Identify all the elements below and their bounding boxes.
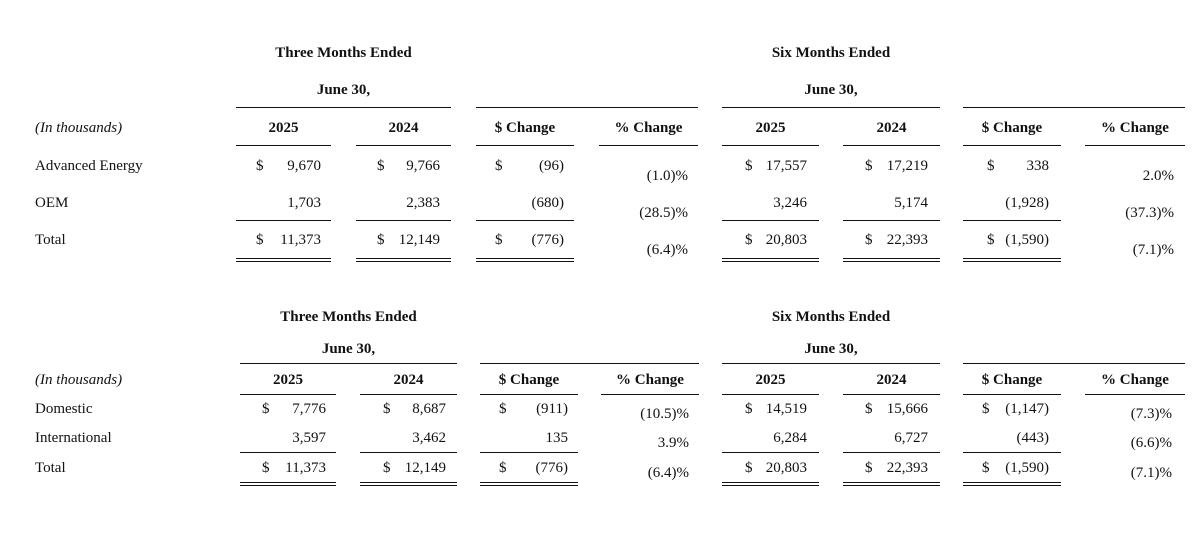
period-header: June 30,: [804, 341, 858, 357]
cell-value: 3,597: [292, 430, 326, 446]
cell-value: 9,670: [287, 158, 321, 174]
cell-value: (7.1)%: [1132, 242, 1174, 258]
cell-value: (28.5)%: [639, 205, 688, 221]
subtotal-rule: [356, 220, 451, 221]
cell-value: 135: [545, 430, 568, 446]
total-double-rule: [722, 258, 819, 262]
cell-value: (1,147): [1005, 401, 1049, 417]
subtotal-rule: [843, 220, 940, 221]
subtotal-rule: [843, 452, 940, 453]
cell-value: 15,666: [886, 401, 928, 417]
six-months-header: Six Months Ended: [771, 309, 891, 325]
cell-value: 2.0%: [1142, 168, 1174, 184]
period-header: June 30,: [321, 341, 376, 357]
subtotal-rule: [236, 220, 331, 221]
units-label: (In thousands): [35, 120, 123, 136]
divider: [476, 145, 574, 146]
cell-value: 9,766: [406, 158, 440, 174]
subtotal-rule: [360, 452, 457, 453]
divider: [722, 107, 940, 108]
divider: [722, 394, 819, 395]
period-header: June 30,: [316, 82, 371, 98]
three-months-header: Three Months Ended: [280, 309, 417, 325]
cell-value: (6.4)%: [646, 242, 688, 258]
cell-value: (96): [539, 158, 564, 174]
divider: [963, 394, 1061, 395]
column-header: 2024: [393, 372, 424, 388]
currency-symbol: $: [377, 158, 385, 174]
currency-symbol: $: [745, 401, 753, 417]
divider: [963, 107, 1185, 108]
divider: [601, 394, 699, 395]
divider: [360, 394, 457, 395]
cell-value: (1,590): [1005, 460, 1049, 476]
subtotal-rule: [476, 220, 574, 221]
total-double-rule: [360, 482, 457, 486]
cell-value: 2,383: [406, 195, 440, 211]
currency-symbol: $: [745, 232, 753, 248]
divider: [722, 145, 819, 146]
cell-value: 20,803: [765, 460, 807, 476]
column-header: 2025: [273, 372, 303, 388]
currency-symbol: $: [499, 401, 507, 417]
column-header: 2024: [388, 120, 419, 136]
currency-symbol: $: [987, 158, 995, 174]
column-header: 2025: [268, 120, 299, 136]
row-label: Total: [35, 232, 66, 248]
total-double-rule: [843, 258, 940, 262]
currency-symbol: $: [256, 158, 264, 174]
cell-value: (1,590): [1005, 232, 1049, 248]
total-double-rule: [843, 482, 940, 486]
cell-value: (1.0)%: [646, 168, 688, 184]
row-label: Advanced Energy: [35, 158, 143, 174]
divider: [722, 363, 940, 364]
total-double-rule: [963, 258, 1061, 262]
six-months-header: Six Months Ended: [771, 45, 891, 61]
total-double-rule: [963, 482, 1061, 486]
three-months-header: Three Months Ended: [275, 45, 412, 61]
cell-value: 3.9%: [657, 435, 689, 451]
column-header: $ Change: [494, 120, 556, 136]
cell-value: (911): [536, 401, 568, 417]
cell-value: (443): [1016, 430, 1049, 446]
column-header: % Change: [1101, 120, 1169, 136]
cell-value: (7.1)%: [1130, 465, 1172, 481]
column-header: $ Change: [498, 372, 560, 388]
cell-value: (7.3)%: [1130, 406, 1172, 422]
total-double-rule: [356, 258, 451, 262]
cell-value: (776): [531, 232, 564, 248]
total-double-rule: [236, 258, 331, 262]
column-header: % Change: [616, 372, 684, 388]
cell-value: (6.4)%: [647, 465, 689, 481]
cell-value: 17,219: [886, 158, 928, 174]
divider: [1085, 394, 1185, 395]
currency-symbol: $: [745, 158, 753, 174]
divider: [236, 107, 451, 108]
divider: [843, 145, 940, 146]
cell-value: 20,803: [765, 232, 807, 248]
cell-value: 1,703: [287, 195, 321, 211]
subtotal-rule: [963, 452, 1061, 453]
divider: [240, 394, 336, 395]
currency-symbol: $: [982, 401, 990, 417]
row-label: International: [35, 430, 112, 446]
currency-symbol: $: [865, 232, 873, 248]
column-header: % Change: [1101, 372, 1169, 388]
cell-value: (776): [535, 460, 568, 476]
divider: [480, 363, 699, 364]
column-header: $ Change: [981, 372, 1043, 388]
cell-value: 17,557: [765, 158, 807, 174]
cell-value: 12,149: [404, 460, 446, 476]
currency-symbol: $: [383, 460, 391, 476]
divider: [356, 145, 451, 146]
row-label: Domestic: [35, 401, 93, 417]
total-double-rule: [476, 258, 574, 262]
divider: [480, 394, 578, 395]
currency-symbol: $: [495, 158, 503, 174]
currency-symbol: $: [262, 460, 270, 476]
cell-value: 3,462: [412, 430, 446, 446]
currency-symbol: $: [865, 401, 873, 417]
column-header: $ Change: [981, 120, 1043, 136]
divider: [240, 363, 457, 364]
cell-value: 6,284: [773, 430, 807, 446]
divider: [236, 145, 331, 146]
cell-value: 338: [1026, 158, 1049, 174]
total-double-rule: [722, 482, 819, 486]
divider: [599, 145, 698, 146]
column-header: 2024: [876, 372, 907, 388]
cell-value: 12,149: [398, 232, 440, 248]
divider: [843, 394, 940, 395]
column-header: 2025: [755, 120, 786, 136]
cell-value: (10.5)%: [640, 406, 689, 422]
units-label: (In thousands): [35, 372, 123, 388]
cell-value: (6.6)%: [1130, 435, 1172, 451]
column-header: 2025: [755, 372, 786, 388]
subtotal-rule: [240, 452, 336, 453]
divider: [963, 145, 1061, 146]
cell-value: 11,373: [280, 232, 321, 248]
cell-value: 14,519: [765, 401, 807, 417]
row-label: OEM: [35, 195, 69, 211]
currency-symbol: $: [745, 460, 753, 476]
cell-value: 22,393: [886, 232, 928, 248]
subtotal-rule: [722, 220, 819, 221]
column-header: 2024: [876, 120, 907, 136]
subtotal-rule: [722, 452, 819, 453]
currency-symbol: $: [495, 232, 503, 248]
cell-value: (37.3)%: [1125, 205, 1174, 221]
currency-symbol: $: [865, 158, 873, 174]
column-header: % Change: [614, 120, 683, 136]
currency-symbol: $: [982, 460, 990, 476]
divider: [1085, 145, 1185, 146]
cell-value: (1,928): [1005, 195, 1049, 211]
divider: [963, 363, 1185, 364]
cell-value: 5,174: [894, 195, 928, 211]
total-double-rule: [240, 482, 336, 486]
currency-symbol: $: [256, 232, 264, 248]
currency-symbol: $: [377, 232, 385, 248]
cell-value: 7,776: [292, 401, 326, 417]
currency-symbol: $: [262, 401, 270, 417]
currency-symbol: $: [383, 401, 391, 417]
cell-value: 8,687: [412, 401, 446, 417]
row-label: Total: [35, 460, 66, 476]
cell-value: 6,727: [894, 430, 928, 446]
cell-value: 22,393: [886, 460, 928, 476]
cell-value: 3,246: [773, 195, 807, 211]
cell-value: (680): [531, 195, 564, 211]
cell-value: 11,373: [285, 460, 326, 476]
subtotal-rule: [480, 452, 578, 453]
total-double-rule: [480, 482, 578, 486]
divider: [476, 107, 698, 108]
period-header: June 30,: [804, 82, 858, 98]
currency-symbol: $: [987, 232, 995, 248]
currency-symbol: $: [499, 460, 507, 476]
currency-symbol: $: [865, 460, 873, 476]
subtotal-rule: [963, 220, 1061, 221]
